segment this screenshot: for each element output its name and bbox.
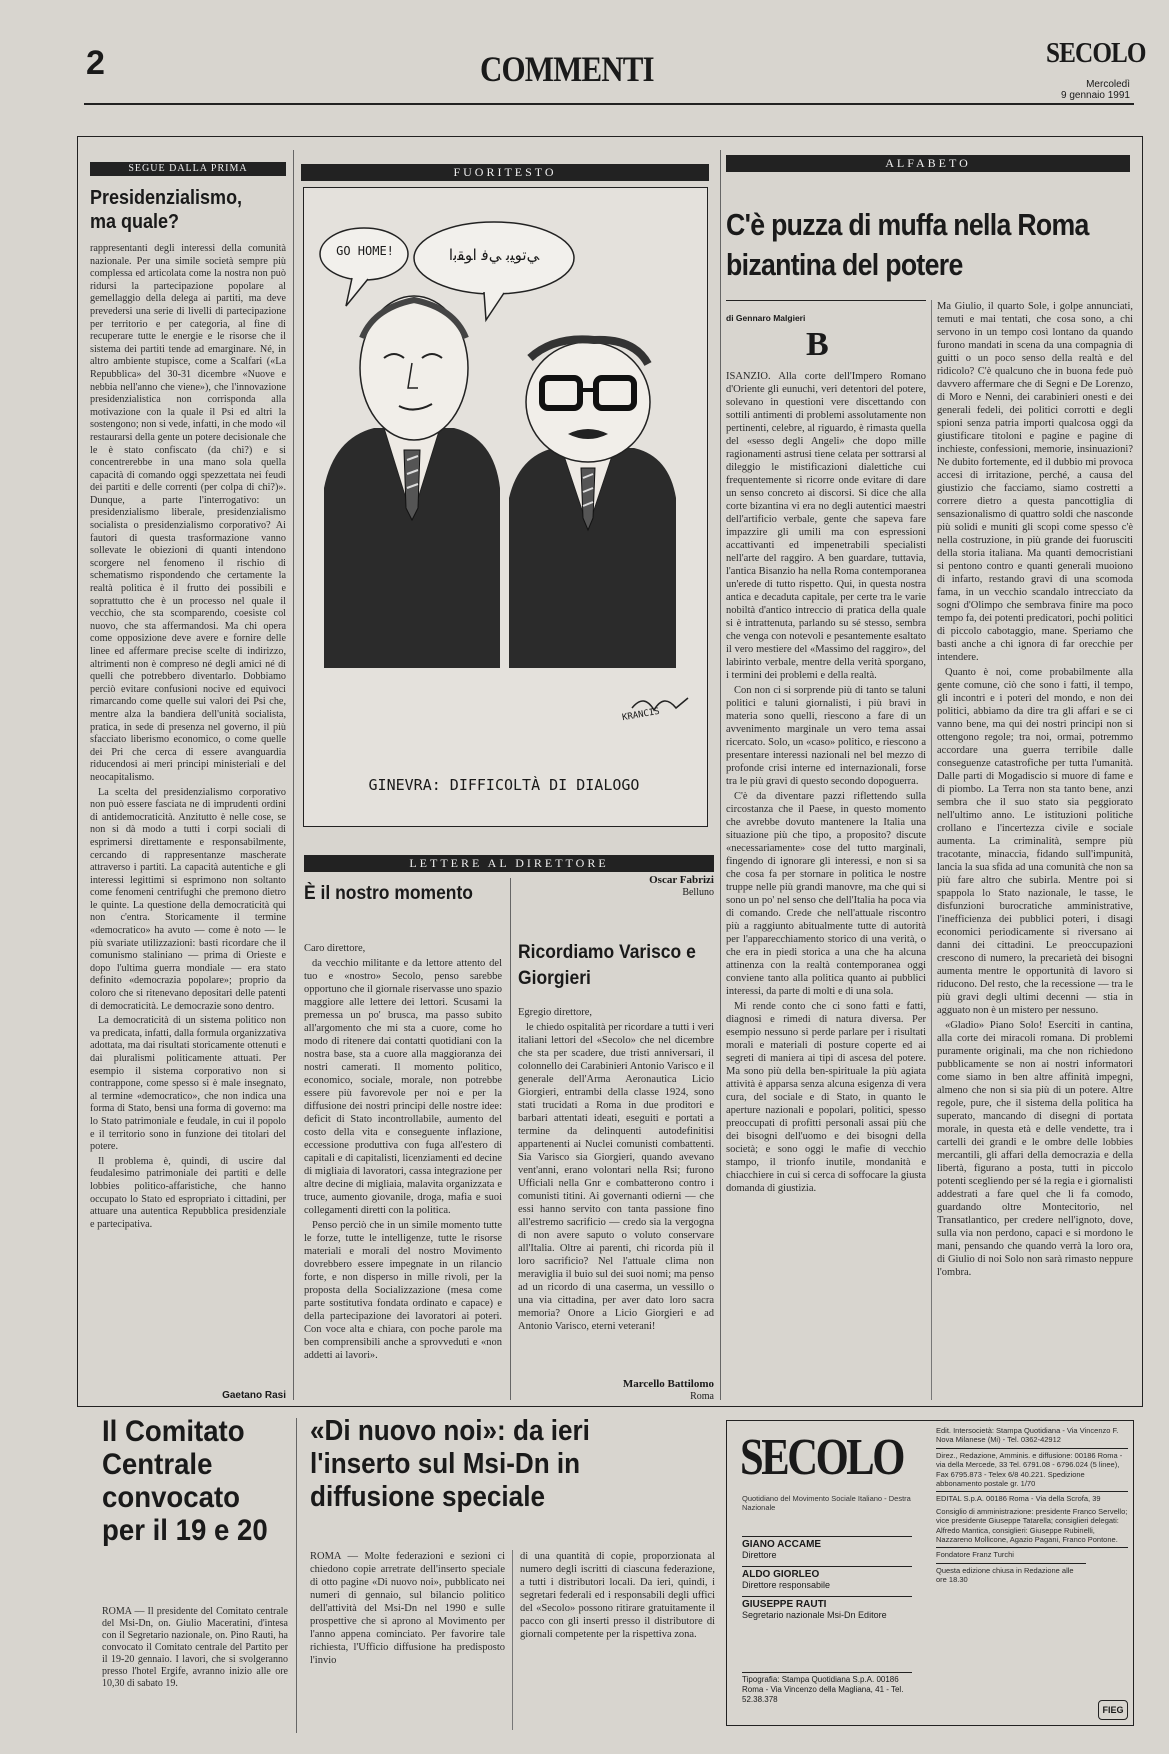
col1-paragraph: Il problema è, quindi, di uscire dal feudalesimo patrimoniale dei partiti e delle lobbies politico-affaristiche, che hanno occupato lo Stato ed espropriato i cittadini, per attuare una autentica Repubblica presidenziale e partecipativa. — [90, 1155, 286, 1230]
letter1-signature: Oscar Fabrizi — [649, 874, 714, 886]
alfabeto-title: C'è puzza di muffa nella Roma bizantina del potere — [726, 207, 1089, 282]
letter1-paragraph: da vecchio militante e da lettore attento del tuo e «nostro» Secolo, penso sarebbe opportuno che il giornale riservasse uno spazio maggiore alle lettere dei lettori. Scusami la premessa un po' brusca, ma passo subito all'argomento che mi sta a cuore, come ho modo di ritenere dai contatti quotidiani con la nostra base, sta a cuore alla maggioranza dei nostri camerati. Il momento politico, economico, sociale, morale, non potrebbe essere più favorevole per noi e per la diffusione dei nostri principi delle nostre idee: deficit di Stato incontrollabile, aumento del costo della vita e conseguente inflazione, eccessione produttiva con fuga all'estero di capitali e di capitalisti, licenziamenti ed decine di migliaia di lavoratori, cassa integrazione per altre decine di migliaia, malavita organizzata e truce, aumento giovanile, droga, mafia e suoi collegamenti diretti con la politica. — [304, 958, 502, 1216]
col1-paragraph: La scelta del presidenzialismo corporativo non può essere fasciata ne di imprudenti ordini di antidemocraticità. Anzitutto è nelle cose, se non si dà modo a tutti i corpi sociali di esprimersi direttamente e responsabilmente, cercando di rappresentanze mascherate attraverso i partiti. La capacità autentiche e gli interessi legittimi si esprimono non soltanto come fenomeni centrifughi che premono dietro le quinte. La questione della democraticità qui non c'entra. Storicamente il termine «democratico» ha avuto — come è noto — le più svariate utilizzazioni: basti ricordare che il comunismo staliniano — prima di Orieste e dopo l'ultima guerra mondiale — era stato definito «democrazia popolare»; proprio da coloro che si ritenevano depositari delle patenti di democraticità. Le democrazie sono dentro. — [90, 786, 286, 1012]
alfabeto-paragraph: Ma Giulio, il quarto Sole, i golpe annunciati, temuti e mai tentati, che cosa sono, a chi servono in un tempo così lontano da quando furono mandati in scena da una compagnia di guitti o un poco senso della realtà e del ridicolo? C'è qualcuno che in buona fede può davvero affermare che di Segni e De Lorenzo, di Moro e Nenni, dei carabinieri onesti e dei generali fedeli, dei politici corrotti e degli spioni senza patria importi qualcosa oggi da giustificare titoloni e pagine e pagine di inchieste, confessioni, memorie, insinuazioni? Ne dubito fortemente, ed il dubbio mi provoca accesi di irritazione, perché, a causa del giustizio che facciamo, siamo costretti a correre dietro a questa pancottiglia di sensazionalismo di quattro soldi che nasconde più solidi e muniti gli scopi come spesso c'è nella costruzione, in più grande dei fuorusciti della storia italiana. Ma quanti democristiani si pentono contro e quanti generali muoiono di infarto, restando gravi di una scomoda fama, in un vecchio scandalo intrecciato da sogni d'Olimpo che sembrava finire ma poco tempo fa, dei potenti predicatori, pochi politici di piccolo cabotaggio, mane. Speriamo che basti anche a chi ignora di far orecchie per intendere. — [937, 301, 1133, 663]
cartoon-caption: GINEVRA: DIFFICOLTÀ DI DIALOGO — [368, 776, 640, 794]
band-segue: SEGUE DALLA PRIMA — [90, 162, 286, 176]
inserto-col-b: di una quantità di copie, proporzionata al numero degli iscritti di ciascuna federazione, a tutti i distributori locali. Da ieri, quindi, i segretari federali ed i responsabili degli uffici del «Secolo» possono ritirare gratuitamente il pacco con gli inserti presso il distributore di giornali competente per la rispettiva zona. — [520, 1551, 715, 1640]
bubble-left-text: GO HOME! — [336, 244, 394, 258]
person-role: Segretario nazionale Msi-Dn Editore — [742, 1610, 887, 1620]
person-name: ALDO GIORLEO — [742, 1569, 820, 1580]
header-date: 9 gennaio 1991 — [1061, 90, 1130, 101]
section-title: COMMENTI — [480, 49, 654, 89]
col1-article — [90, 243, 286, 1388]
fieg-logo: FIEG — [1098, 1700, 1128, 1720]
person-role: Direttore responsabile — [742, 1580, 831, 1590]
col1-title: Presidenzialismo, ma quale? — [90, 187, 243, 233]
letter1-paragraph: Penso perciò che in un simile momento tutte le forze, tutte le intelligenze, tutte le risorse materiali e morali del nostro Movimento dovrebbero essere impegnate in un rilancio forte, e non disperso in mille rivoli, per la proposta della Socializzazione (mesa come parte sostitutiva fondata ordinato e capace) e della partecipazione dei lavoratori ai poteri. Con voce alta e chiara, con poche parole ma ben comprensibili anche a sprovveduti e «non addetti ai lavori». — [304, 1220, 502, 1361]
letter1-body — [304, 942, 502, 1404]
col-divider — [720, 150, 721, 1400]
cartoon-drawing — [304, 188, 707, 826]
colophon-info-6: Questa edizione chiusa in Redazione alle ore 18.30 — [936, 1563, 1086, 1585]
col1-paragraph: rappresentanti degli interessi della comunità nazionale. Per una simile società sempre più complessa ed articolata come la nostra non può ridursi la partecipazione popolare al gemellaggio della delega ai partiti, ma deve prevedersi una serie di livelli di partecipazione per territorio e per categoria, al fine di recuperare tutte le energie e le risorse che il sistema dei partiti tende ad emarginare. Né, in altro ambiente stupisce, come a Scalfari («La Repubblica» del 30-31 dicembre «Nuove e nebbia nell'anno che viene»), che l'innovazione presidenzialistica non corrisponda alla motivazione con la quale il Psi ed altri la sostengono; non si vede, infatti, in che modo «il restaurarsi della gente un potere decisionale che le è stato confiscato (da chi?) e si concentrerebbe in una mano sola quella capacità di comando oggi spezzettata nei feudi dei partiti e delle correnti (per colpa di chi?)». Dunque, a parte l'interrogativo: un presidenzialismo liberale, presidenzialismo socialista o presidenzialismo corporativo? Ai fautori di questa trasformazione vanno sollevate le obiezioni di quanti intendono scorgere nel fenomeno il rischio di schematismo rispondendo che certamente la realtà politica è il frutto dei possibili e soprattutto che è un processo nel quale il vecchio, che sta scomparendo, coesiste col nuovo, che sta affermandosi. Ma chi opera come opposizione deve avere e fornire delle linee ed affermare precise scelte di indirizzo, altrimenti non è compreso né degli amici né di quelli che potrebbero diventarlo. Dobbiamo perciò evitare confusioni nocive ed equivoci rimarcando come quelle sui valori dei Psi che, mentre alza la bandiera dell'unità socialista, pratica, in sede di presenza nel governo, il più sfacciato liberismo economico, o come quelle dei Pri che cerca di essere avanguardia riducendosi ai meri principi ministeriali e del neocapitalismo. — [90, 243, 286, 783]
alfabeto-byline: di Gennaro Malgieri — [726, 313, 806, 323]
page-number: 2 — [86, 44, 105, 82]
inserto-title: «Di nuovo noi»: da ieri l'inserto sul Msi-Dn in diffusione speciale — [310, 1415, 590, 1513]
alfabeto-paragraph: ISANZIO. Alla corte dell'Impero Romano d'Oriente gli eunuchi, veri detentori del potere, solevano in questioni vere discettando con sottili antimenti di problemi assolutamente non pertinenti, celebre, al riguardo, è rimasta quella del «sesso degli Angeli» che dopo mille ragionamenti astrusi tiene celata per sottrarsi al dileggio le mistificazioni dialettiche cui frequentemente si ricorre onde evitare di dare un senso concreto ai discorsi. Si dice che alla corte bizantina vi era no degli autentici maestri dell'artificio verbale, gente che sapeva fare impazzire gli umili ma con espressioni accattivanti ed impenetrabili specialisti nell'arte del raggiro. A ben guardare, tuttavia, l'antica Bisanzio ha nella Roma contemporanea un'erede di tutto rispetto. Qui, in questa nostra antica e decaduta capitale, per certe tra le varie nobiltà d'antico intreccio di pratica della quale si è intrattenuta, parlando su sé stesso, sembra che venga con notevoli e pesantemente esaltato il vero mestiere del «Massimo del raggiro», del labirinto verbale, mentre della verità sporgano, i termini dei problemi e della realtà. — [726, 371, 926, 681]
comitato-title: Il Comitato Centrale convocato per il 19 e 20 — [102, 1415, 268, 1547]
alfabeto-rule — [726, 300, 926, 301]
bubble-right-text: ﻲﺗﻮﻴﺑ ﻲﻓ ﺍﻮﻘﺑﺍ — [448, 246, 540, 264]
letter1-paragraph: Caro direttore, — [304, 943, 366, 954]
alfabeto-paragraph: Mi rende conto che ci sono fatti e fatti, diagnosi e rimedi di natura diversa. Per esempio nessuno si perde parlare per i risultati morali e materiali di posture coperte ed ai segreti di maniera ai tipi di ascesa del potere. Ma sono più della ben-spirituale la più agiata attività è apparsa senza alcuna esigenza di vera cura, del sociale e di Stato, in quanto le aperture nazionali e popolari, politici, spesso preoccupati di profitti personali assai più che dei bisogni dell'uomo e dei bisogni della società; e sono oggi le mafie di vecchio stampo, il trionfo inutile, mondanità e chiacchiere in cui si cerca di soffocare la giusta domanda di giustizia. — [726, 1001, 926, 1194]
letter2-title: Ricordiamo Varisco e Giorgieri — [518, 942, 696, 989]
colophon-person — [742, 1596, 912, 1621]
colophon-print: Tipografia: Stampa Quotidiana S.p.A. 00186 Roma - Via Vincenzo della Magliana, 41 - Tel. 52.38.378 — [742, 1672, 912, 1705]
person-name: GIANO ACCAME — [742, 1539, 822, 1550]
inserto-col-a: ROMA — Molte federazioni e sezioni ci chiedono copie arretrate dell'inserto speciale di otto pagine «Di nuovo noi», pubblicato nei numeri di gennaio, sul bilancio politico dell'attività del Msi-Dn nel 1990 e sulle prospettive che si aprono al Movimento per l'anno appena cominciato. Per favorire tale richiesta, l'Ufficio diffusione ha predisposto l'invio — [310, 1551, 505, 1666]
col-divider — [293, 150, 294, 1400]
header-day: Mercoledì — [1086, 79, 1130, 90]
colophon-person — [742, 1566, 912, 1590]
masthead-logo: SECOLO — [1046, 38, 1146, 69]
letter1-place: Belluno — [682, 887, 714, 898]
alfabeto-paragraph: «Gladio» Piano Solo! Eserciti in cantina, alla corte dei miracoli romana. Di problemi puramente originali, ma che non richiedono pubblicamente se non ai nostri informatori come siamo in ben altre affinità impegni, almeno che non si sia più di un potere. Altre regole, pure, che il sistema della politica ha superato, mancando di disegni di portata morale, in questa età e delle vendette, tra i cartelli dei grandi e le ombre delle lobbies mercantili, gli affari della democrazia e della libertà, figurano a posta, tutti in piccolo potenti scegliendo per sé la regia e i giornalisti addestrati a fare quel che li fa comodo, guardando oltre Montecitorio, nel Transatlantico, per credere nell'ignoto, dove, sulla via non perdono, capaci e si mordono le mani, pensando che quando verrà la loro ora, di Giulio di noi Solo non sarà rimasto neppure l'ombra. — [937, 1020, 1133, 1278]
alfabeto-divider — [931, 300, 932, 1400]
alfabeto-col-b — [937, 300, 1133, 1400]
letter2-body — [518, 1006, 714, 1372]
cartoon-frame — [303, 187, 708, 827]
band-lettere: LETTERE AL DIRETTORE — [304, 855, 714, 872]
alfabeto-col-a — [726, 370, 926, 1400]
colophon-info — [936, 1426, 1128, 1585]
alfabeto-dropcap: B — [806, 326, 829, 363]
cartoon-artist: KRANCIS — [621, 706, 661, 724]
colophon-people — [742, 1536, 912, 1627]
colophon-subtitle: Quotidiano del Movimento Sociale Italiano - Destra Nazionale — [742, 1494, 911, 1512]
person-name: GIUSEPPE RAUTI — [742, 1599, 827, 1610]
col1-paragraph: La democraticità di un sistema politico non va predicata, infatti, dalla formula organizzativa adottata, ma dai risultati storicamente ottenuti e dai pluralismi politicamente attuati. Per esempio il sistema corporativo non si contrappone, come spesso si è male insegnato, al termine «democratico», che non indica una forma di Stato, bensì una forma di governo: ma lo Stato patrimoniale e feudale, in cui il popolo e il territorio sono in funzione dei titolari del potere. — [90, 1015, 286, 1153]
alfabeto-paragraph: Quanto è noi, come probabilmente alla gente comune, ciò che sono i fatti, il tempo, gli incontri e i poteri del mondo, e non dei politici, abbiamo da dire tra gli affari e se ci vanno bene, ma qui dei nostri principi non si ottengono regole; tra noi, ormai, potremmo accordare una guerra terribile dalle conseguenze catastrofiche per tutta l'umanità. Dalle parti di Mogadiscio si muore di fame e di piombo. La Terra non sta tanto bene, anzi sembra che il suo stato sia peggiorato nell'ultimo anno. Le istituzioni politiche crollano e l'incertezza civile e sociale aumenta. La criminalità, sempre più tracotante, minaccia, fidando sull'impunità, lancia la sua sfida ad una comunità che non sa più fare altro che subirla. Mentre poi si spappola lo Stato nazionale, le tasse, le disfunzioni burocratiche amministrative, l'inefficienza dei pubblici poteri, i disagi economici periodicamente si riversano ai danni dei cittadini. Le preoccupazioni crescono di numero, la precarietà dei bisogni aumenta mentre le opportunità di lavoro si riducono. Del resto, che la recessione — tra le più gravi degli ultimi decenni — stia in agguato non è un mistero per nessuno. — [937, 667, 1133, 1016]
letters-divider — [510, 878, 511, 1400]
bottom-divider — [296, 1418, 297, 1733]
colophon-person — [742, 1536, 912, 1560]
comitato-text: ROMA — Il presidente del Comitato centrale del Msi-Dn, on. Giulio Maceratini, d'intesa con il Segretario nazionale, on. Pino Rauti, ha convocato il Comitato centrale del Partito per il 19-20 gennaio. I lavori, che si svolgeranno presso l'hotel Ergife, avranno inizio alle ore 10,30 di sabato 19. — [102, 1606, 288, 1689]
colophon-info-5: Fondatore Franz Turchi — [936, 1547, 1128, 1559]
colophon-info-3: EDITAL S.p.A. 00186 Roma - Via della Scrofa, 39 — [936, 1491, 1128, 1503]
alfabeto-paragraph: C'è da diventare pazzi riflettendo sulla circostanza che il Paese, in questo momento che avrebbe dovuto mantenere la Italia una situazione più che tipo, a proposito? discute «necessariamente» cose del tutto marginali, fingendo di ignorare gli interessi, e non si sa che cosa fa per stornare in politica le nostre truppe nelle più grandi manovre, ma che qui si sono un po' nel senso che dell'Italia ha poca via di comando. Crede che nell'attuale riscontro più a raggiunto abitualmente tutte di autorità per l'apparecchiamento storico di una verità, o che era in piedi storica a una che ha alcuna attinenza con la realtà contemporanea oggi conviene tanto alla politica quanto ai pubblici interessi, da parte di molti e di una sola. — [726, 791, 926, 997]
col1-signature: Gaetano Rasi — [222, 1390, 286, 1401]
colophon-logo: SECOLO — [740, 1429, 903, 1486]
letter2-paragraph: le chiedo ospitalità per ricordare a tutti i veri italiani lettori del «Secolo» che nel dicembre che sta per scadere, due tristi anniversari, il colonnello dei Carabinieri Antonio Varisco e il generale dell'Arma Aeronautica Licio Giorgieri, entrambi della classe 1924, sono stati trucidati a Roma in due proditori e barbari attentati ideati, eseguiti e portati a termine da delinquenti autodefinitisi appartenenti ai Nuclei comunisti combattenti. Sia Varisco sia Giorgieri, quando avevano vent'anni, erano volontari nella Rsi; furono Ufficiali nella Gnr e combatterono contro i comunisti titini. Ai governanti odierni — che essi hanno servito con tanta passione fino all'estremo sacrificio — credo sia la vergogna di non avere saputo o voluto conservare all'Italia. Oltre ai parenti, chi ricorda più il loro sacrificio? Nel l'attuale clima non meraviglia il buio sul dei suoi nomi; ma penso ad un ricordo di una caserma, un vessillo o una via cittadina, per aver dato loro sacra memoria? Onore a Licio Giorgieri e ad Antonio Varisco, eterni veterani! — [518, 1022, 714, 1332]
letter2-paragraph: Egregio direttore, — [518, 1007, 593, 1018]
inserto-divider — [512, 1550, 513, 1730]
person-role: Direttore — [742, 1550, 777, 1560]
letter1-title: È il nostro momento — [304, 883, 473, 904]
alfabeto-paragraph: Con non ci si sorprende più di tanto se taluni politici e taluni giornalisti, i più bravi in materia sono quelli, riescono a fare di un avvenimento marginale un vero tema assai ricercato. Solo, un «caso» politico, e riescono a presentare interessi nazionali nel bel mezzo di profonde crisi interne ed internazionali, forse tra le più gravi di questo secondo dopoguerra. — [726, 685, 926, 787]
band-fuoritesto: FUORITESTO — [301, 164, 709, 181]
colophon-info-1: Edit. Intersocietà: Stampa Quotidiana - Via Vincenzo F. Nova Milanese (Mi) - Tel. 0362-42912 — [936, 1426, 1119, 1445]
colophon-info-2: Direz., Redazione, Amminis. e diffusione: 00186 Roma - via della Mercede, 33 Tel. 6791.08 - 6796.024 (5 linee), Fax 6795.873 - Telex 6/8 40.221. Spedizione abbonamento postale gr. 1/70 — [936, 1448, 1128, 1489]
letter2-place: Roma — [690, 1391, 714, 1402]
header-rule — [84, 103, 1134, 105]
band-alfabeto: ALFABETO — [726, 155, 1130, 172]
colophon-info-4: Consiglio di amministrazione: presidente Franco Servello; vice presidente Giuseppe Tatarella; consiglieri delegati: Alfredo Mantica, consiglieri: Giuseppe Rubinelli, Nazzareno Mollicone, Agazio Pagani, Franco Pontone. — [936, 1506, 1128, 1545]
letter2-signature: Marcello Battilomo — [622, 1378, 714, 1390]
